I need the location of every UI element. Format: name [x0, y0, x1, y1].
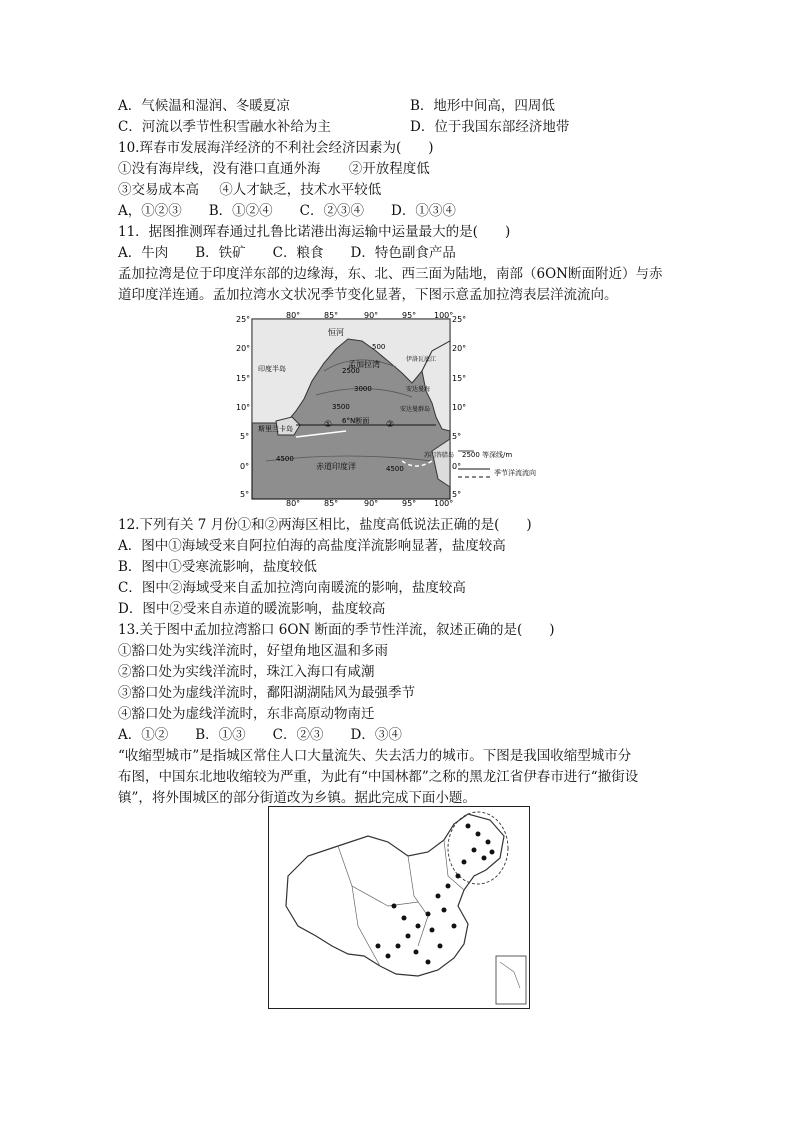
lon-top-80: 80°: [286, 311, 301, 320]
south-china-sea-inset: [496, 956, 526, 1004]
depth-4500-a: 4500: [276, 455, 294, 463]
lat-right-10: 10°: [452, 403, 467, 412]
q10-item-2-text: ②开放程度低: [348, 161, 430, 177]
label-island: 斯里兰卡岛: [258, 425, 293, 433]
q9-option-d: D．位于我国东部经济地带: [410, 119, 570, 135]
q12-option-d: D．图中②受来自赤道的暖流影响，盐度较高: [118, 601, 386, 617]
passage2-line3: 镇”，将外围城区的部分街道改为乡镇。据此完成下面小题。: [118, 790, 476, 806]
depth-3000: 3000: [354, 385, 372, 393]
q10-stem: 10.珲春市发展海洋经济的不利社会经济因素为( ): [118, 140, 434, 156]
label-ocean: 赤道印度洋: [316, 462, 356, 471]
depth-2500: 2500: [342, 367, 360, 375]
label-section: 6°N断面: [342, 417, 370, 425]
q9-option-b: B．地形中间高，四周低: [410, 98, 555, 114]
lat-left-5: 5°: [240, 432, 250, 441]
lat-right-15: 15°: [452, 374, 467, 383]
lat-right-5: 5°: [452, 432, 462, 441]
lat-left-0: 0°: [240, 462, 250, 471]
lat-right-5s: 5°: [452, 490, 462, 499]
lat-right-25: 25°: [452, 315, 467, 324]
label-peninsula: 印度半岛: [258, 365, 286, 373]
depth-3500: 3500: [332, 403, 350, 411]
bay-of-bengal-map: [236, 311, 556, 507]
q11-options: A．牛肉 B．铁矿 C．粮食 D．特色副食产品: [118, 245, 456, 261]
q11-stem: 11．据图推测珲春通过扎鲁比诺港出海运输中运量最大的是( ): [118, 224, 511, 240]
lon-top-90: 90°: [364, 311, 379, 320]
q9-option-a: A．气候温和湿润、冬暖夏凉: [118, 98, 290, 114]
lat-left-25: 25°: [236, 315, 251, 324]
lon-top-100: 100°: [434, 311, 454, 320]
label-river: 恒河: [328, 328, 344, 337]
q9-option-c: C．河流以季节性积雪融水补给为主: [118, 119, 331, 135]
lon-bot-85: 85°: [324, 499, 339, 507]
q10-item-3: [118, 180, 381, 200]
lat-left-20: 20°: [236, 344, 251, 353]
lon-bot-80: 80°: [286, 499, 301, 507]
label-sumatra: 苏门答腊岛: [424, 452, 455, 459]
depth-4500-b: 4500: [386, 465, 404, 473]
q10-options: A，①②③ B．①②④ C．②③④ D．①③④: [118, 203, 456, 219]
legend-isobath: 2500 等深线/m: [462, 451, 513, 459]
q13-stem: 13.关于图中孟加拉湾豁口 6ON 断面的季节性洋流，叙述正确的是( ): [118, 622, 555, 638]
passage2-line2: 布图，中国东北地收缩较为严重，为此有“中国林都”之称的黑龙江省伊春市进行“撤街设: [118, 769, 639, 785]
q13-item-3: ③豁口处为虚线洋流时，鄱阳湖湖陆风为最强季节: [118, 685, 415, 701]
lat-left-10: 10°: [236, 403, 251, 412]
q10-item-3-text: ③交易成本高: [118, 182, 199, 198]
q10-item-1-text: ①没有海岸线，没有港口直通外海: [118, 161, 321, 177]
lat-right-20: 20°: [452, 344, 467, 353]
q12-option-b: B．图中①受寒流影响，盐度较低: [118, 559, 317, 575]
passage1-line2: 道印度洋连通。孟加拉湾水文状况季节变化显著，下图示意孟加拉湾表层洋流流向。: [118, 287, 618, 303]
passage2-line1: “收缩型城市”是指城区常住人口大量流失、失去活力的城市。下图是我国收缩型城市分: [118, 748, 632, 764]
circle-2: ②: [386, 420, 395, 430]
label-andaman-islands: 安达曼群岛: [400, 406, 431, 413]
passage1-line1: 孟加拉湾是位于印度洋东部的边缘海，东、北、西三面为陆地，南部（6ON断面附近）与赤: [118, 266, 663, 282]
q13-item-1: ①豁口处为实线洋流时，好望角地区温和多雨: [118, 643, 388, 659]
q12-option-a: A．图中①海域受来自阿拉伯海的高盐度洋流影响显著，盐度较高: [118, 538, 506, 554]
lon-bot-90: 90°: [364, 499, 379, 507]
legend-current: 季节洋流流向: [494, 469, 536, 477]
label-bay: 孟加拉湾: [348, 360, 380, 369]
q10-item-1: [118, 159, 430, 179]
q13-options: A．①② B．①③ C．②③ D．③④: [118, 727, 402, 743]
circle-1: ①: [324, 420, 333, 430]
lon-bot-100: 100°: [434, 499, 454, 507]
lat-left-5s: 5°: [240, 490, 250, 499]
lon-top-85: 85°: [324, 311, 339, 320]
label-andaman-sea: 安达曼海: [406, 386, 431, 393]
lon-top-95: 95°: [402, 311, 417, 320]
q13-item-2: ②豁口处为实线洋流时，珠江入海口有咸潮: [118, 664, 375, 680]
china-shrinking-cities-map: [268, 806, 530, 1009]
q12-stem: 12.下列有关 7 月份①和②两海区相比，盐度高低说法正确的是( ): [118, 517, 532, 533]
lat-right-0: 0°: [452, 462, 462, 471]
q13-item-4: ④豁口处为虚线洋流时，东非高原动物南迁: [118, 706, 375, 722]
depth-500: 500: [372, 343, 386, 351]
q12-option-c: C．图中②海域受来自孟加拉湾向南暖流的影响，盐度较高: [118, 580, 466, 596]
lon-bot-95: 95°: [402, 499, 417, 507]
lat-left-15: 15°: [236, 374, 251, 383]
label-irrawaddy: 伊洛瓦底江: [406, 356, 437, 363]
q10-item-4-text: ④人才缺乏，技术水平较低: [219, 182, 382, 198]
